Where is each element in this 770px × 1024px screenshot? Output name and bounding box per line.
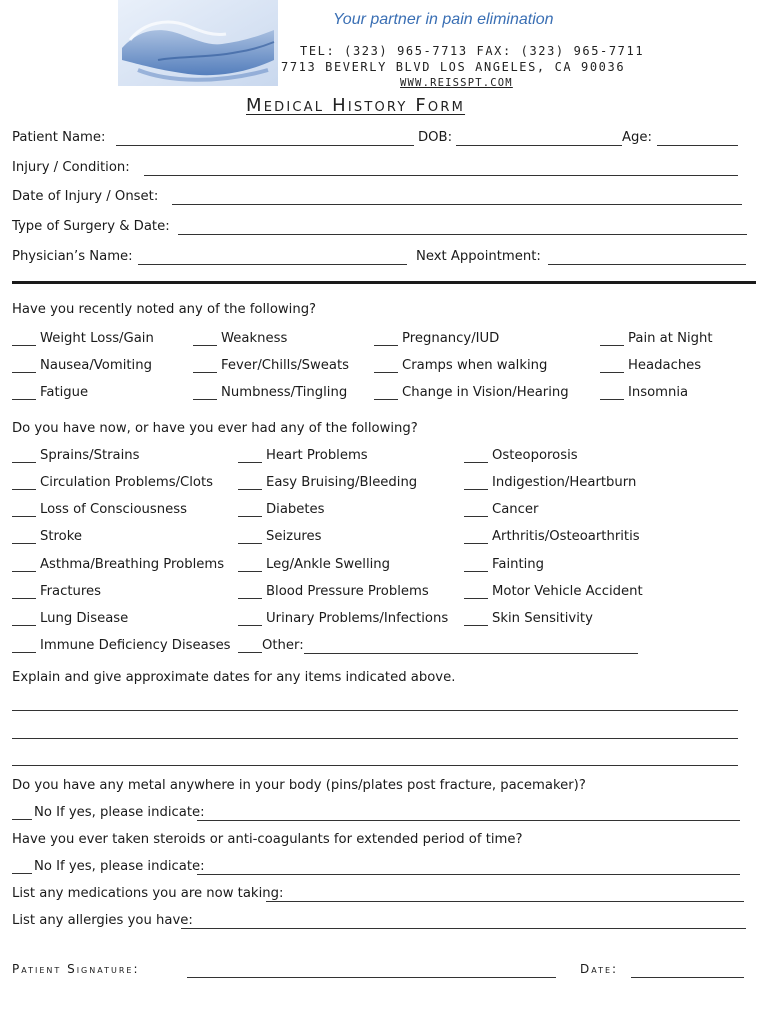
item-label: Indigestion/Heartburn — [492, 475, 637, 490]
check-blank[interactable] — [193, 333, 217, 346]
checkbox-blood-pressure[interactable] — [238, 584, 429, 599]
hands-logo-image — [118, 0, 278, 86]
check-blank[interactable] — [600, 387, 624, 400]
item-label: Pain at Night — [628, 331, 713, 346]
signature-date-field[interactable] — [631, 977, 744, 978]
patient-name-field[interactable] — [116, 145, 414, 146]
metal-question: Do you have any metal anywhere in your body (pins/plates post fracture, pacemaker)? — [12, 778, 586, 793]
item-label: Easy Bruising/Bleeding — [266, 475, 418, 490]
surgery-field[interactable] — [178, 234, 747, 235]
item-label: Diabetes — [266, 502, 325, 517]
check-blank[interactable] — [12, 531, 36, 544]
check-blank[interactable] — [12, 333, 36, 346]
checkbox-lung[interactable] — [12, 611, 128, 626]
metal-no-checkbox[interactable] — [12, 805, 205, 820]
item-label: Leg/Ankle Swelling — [266, 557, 391, 572]
signature-date-label: Date: — [580, 962, 619, 976]
item-label: Seizures — [266, 529, 322, 544]
physician-label: Physician’s Name: — [12, 249, 133, 264]
checkbox-weight-loss[interactable] — [12, 331, 154, 346]
checkbox-bruising[interactable] — [238, 475, 417, 490]
date-of-injury-field[interactable] — [172, 204, 742, 205]
patient-name-label: Patient Name: — [12, 130, 106, 145]
check-blank[interactable] — [238, 640, 262, 653]
check-blank[interactable] — [12, 360, 36, 373]
check-blank[interactable] — [12, 640, 36, 653]
checkbox-headaches[interactable] — [600, 358, 701, 373]
checkbox-numbness[interactable] — [193, 385, 347, 400]
contact-phone-fax: TEL: (323) 965-7713 FAX: (323) 965-7711 — [300, 44, 645, 58]
website-link[interactable]: WWW.REISSPT.COM — [400, 77, 513, 89]
check-blank[interactable] — [464, 586, 488, 599]
physician-field[interactable] — [138, 264, 407, 265]
check-blank[interactable] — [12, 613, 36, 626]
item-label: Asthma/Breathing Problems — [40, 557, 225, 572]
checkbox-weakness[interactable] — [193, 331, 287, 346]
check-blank[interactable] — [238, 477, 262, 490]
item-label: Urinary Problems/Infections — [266, 611, 449, 626]
item-label: Fractures — [40, 584, 102, 599]
check-blank[interactable] — [12, 586, 36, 599]
checkbox-heart[interactable] — [238, 448, 368, 463]
dob-field[interactable] — [456, 145, 622, 146]
checkbox-urinary[interactable] — [238, 611, 448, 626]
history-heading: Do you have now, or have you ever had any of the following? — [12, 421, 418, 436]
check-blank[interactable] — [193, 360, 217, 373]
checkbox-pregnancy[interactable] — [374, 331, 499, 346]
age-label: Age: — [622, 130, 652, 145]
medications-label: List any medications you are now taking: — [12, 886, 284, 901]
checkbox-insomnia[interactable] — [600, 385, 688, 400]
checkbox-fainting[interactable] — [464, 557, 544, 572]
item-label: Weakness — [221, 331, 288, 346]
item-label: Pregnancy/IUD — [402, 331, 500, 346]
check-blank[interactable] — [12, 387, 36, 400]
check-blank[interactable] — [374, 333, 398, 346]
check-blank[interactable] — [600, 333, 624, 346]
other-field[interactable] — [304, 653, 638, 654]
surgery-label: Type of Surgery & Date: — [12, 219, 170, 234]
item-label: Stroke — [40, 529, 83, 544]
item-label: Nausea/Vomiting — [40, 358, 152, 373]
checkbox-other[interactable] — [238, 638, 304, 653]
steroids-question: Have you ever taken steroids or anti-coagulants for extended period of time? — [12, 832, 523, 847]
checkbox-circulation[interactable] — [12, 475, 213, 490]
checkbox-pain-at-night[interactable] — [600, 331, 713, 346]
item-label: Sprains/Strains — [40, 448, 140, 463]
checkbox-asthma[interactable] — [12, 557, 224, 572]
dob-label: DOB: — [418, 130, 453, 145]
check-blank[interactable] — [464, 504, 488, 517]
injury-field[interactable] — [144, 175, 738, 176]
check-blank[interactable] — [374, 360, 398, 373]
check-blank[interactable] — [193, 387, 217, 400]
check-blank[interactable] — [374, 387, 398, 400]
item-label: Motor Vehicle Accident — [492, 584, 643, 599]
check-blank[interactable] — [12, 477, 36, 490]
date-of-injury-label: Date of Injury / Onset: — [12, 189, 159, 204]
item-label: Lung Disease — [40, 611, 129, 626]
item-label: Arthritis/Osteoarthritis — [492, 529, 640, 544]
section-divider — [12, 281, 756, 284]
form-title: Medical History Form — [246, 95, 466, 116]
check-blank[interactable] — [464, 559, 488, 572]
checkbox-indigestion[interactable] — [464, 475, 636, 490]
recent-heading: Have you recently noted any of the following? — [12, 302, 317, 317]
checkbox-motor-vehicle[interactable] — [464, 584, 643, 599]
item-label: Numbness/Tingling — [221, 385, 348, 400]
item-label: Skin Sensitivity — [492, 611, 593, 626]
clinic-address: 7713 BEVERLY BLVD LOS ANGELES, CA 90036 — [281, 60, 626, 74]
checkbox-seizures[interactable] — [238, 529, 322, 544]
steroids-no-checkbox[interactable] — [12, 859, 205, 874]
check-blank[interactable] — [238, 450, 262, 463]
checkbox-consciousness[interactable] — [12, 502, 187, 517]
next-appointment-field[interactable] — [548, 264, 746, 265]
check-blank[interactable] — [600, 360, 624, 373]
item-label: Fatigue — [40, 385, 89, 400]
item-label: Fainting — [492, 557, 545, 572]
item-label: Immune Deficiency Diseases — [40, 638, 231, 653]
item-label: Weight Loss/Gain — [40, 331, 154, 346]
check-blank[interactable] — [238, 504, 262, 517]
item-label: No If yes, please indicate: — [34, 805, 205, 820]
item-label: Insomnia — [628, 385, 689, 400]
next-appointment-label: Next Appointment: — [416, 249, 541, 264]
explain-heading: Explain and give approximate dates for any items indicated above. — [12, 670, 456, 685]
check-blank[interactable] — [464, 477, 488, 490]
item-label: Osteoporosis — [492, 448, 578, 463]
checkbox-arthritis[interactable] — [464, 529, 640, 544]
checkbox-sprains[interactable] — [12, 448, 140, 463]
check-blank[interactable] — [238, 531, 262, 544]
checkbox-skin[interactable] — [464, 611, 593, 626]
check-blank[interactable] — [238, 586, 262, 599]
metal-indicate-field[interactable] — [197, 820, 740, 821]
check-blank[interactable] — [12, 450, 36, 463]
item-label: Cancer — [492, 502, 539, 517]
explain-line-2[interactable] — [12, 738, 738, 739]
checkbox-fatigue[interactable] — [12, 385, 88, 400]
checkbox-leg-swelling[interactable] — [238, 557, 390, 572]
injury-label: Injury / Condition: — [12, 160, 130, 175]
checkbox-cramps[interactable] — [374, 358, 547, 373]
checkbox-nausea[interactable] — [12, 358, 152, 373]
item-label: Blood Pressure Problems — [266, 584, 429, 599]
allergies-label: List any allergies you have: — [12, 913, 193, 928]
patient-signature-label: Patient Signature: — [12, 962, 140, 976]
age-field[interactable] — [657, 145, 738, 146]
checkbox-fever[interactable] — [193, 358, 349, 373]
medications-field[interactable] — [266, 901, 744, 902]
item-label: Cramps when walking — [402, 358, 548, 373]
check-blank[interactable] — [12, 861, 32, 874]
steroids-indicate-field[interactable] — [197, 874, 740, 875]
checkbox-diabetes[interactable] — [238, 502, 325, 517]
patient-signature-field[interactable] — [187, 977, 556, 978]
checkbox-osteoporosis[interactable] — [464, 448, 578, 463]
check-blank[interactable] — [12, 807, 32, 820]
checkbox-immune[interactable] — [12, 638, 231, 653]
check-blank[interactable] — [464, 450, 488, 463]
tagline: Your partner in pain elimination — [333, 11, 554, 28]
allergies-field[interactable] — [181, 928, 746, 929]
check-blank[interactable] — [12, 559, 36, 572]
item-label: Headaches — [628, 358, 702, 373]
item-label: Heart Problems — [266, 448, 368, 463]
item-label: No If yes, please indicate: — [34, 859, 205, 874]
item-label: Loss of Consciousness — [40, 502, 187, 517]
checkbox-cancer[interactable] — [464, 502, 538, 517]
check-blank[interactable] — [238, 559, 262, 572]
checkbox-vision-hearing[interactable] — [374, 385, 569, 400]
item-label: Fever/Chills/Sweats — [221, 358, 350, 373]
check-blank[interactable] — [464, 531, 488, 544]
explain-line-1[interactable] — [12, 710, 738, 711]
checkbox-fractures[interactable] — [12, 584, 101, 599]
item-label: Circulation Problems/Clots — [40, 475, 214, 490]
check-blank[interactable] — [464, 613, 488, 626]
check-blank[interactable] — [12, 504, 36, 517]
explain-line-3[interactable] — [12, 765, 738, 766]
item-label: Change in Vision/Hearing — [402, 385, 569, 400]
item-label: Other: — [262, 638, 304, 653]
checkbox-stroke[interactable] — [12, 529, 82, 544]
check-blank[interactable] — [238, 613, 262, 626]
